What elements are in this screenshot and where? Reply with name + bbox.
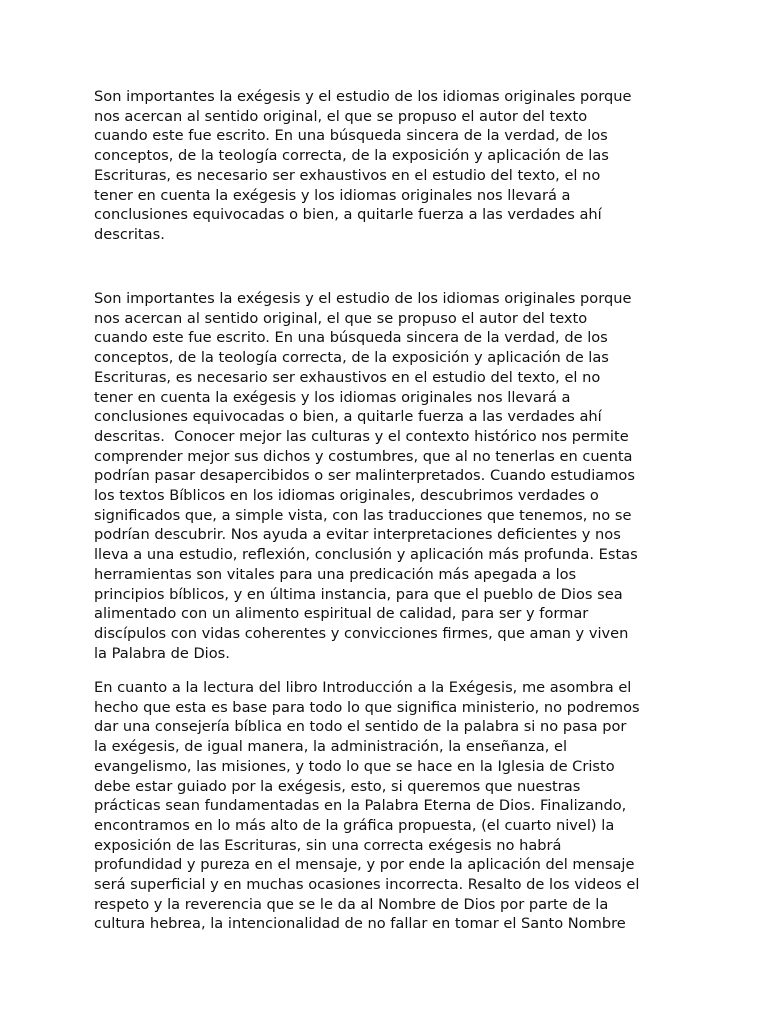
text-line: herramientas son vitales para una predicación más apegada a los xyxy=(94,565,577,583)
text-line: cuando este fue escrito. En una búsqueda sincera de la verdad, de los xyxy=(94,127,608,145)
text-line: conceptos, de la teología correcta, de la exposición y aplicación de las xyxy=(94,349,609,367)
text-line: Escrituras, es necesario ser exhaustivos en el estudio del texto, el no xyxy=(94,368,601,386)
text-line: tener en cuenta la exégesis y los idiomas originales nos llevará a xyxy=(94,388,571,406)
text-line: evangelismo, las misiones, y todo lo que se hace en la Iglesia de Cristo xyxy=(94,757,615,775)
text-line: conclusiones equivocadas o bien, a quitarle fuerza a las verdades ahí xyxy=(94,206,602,224)
text-line: descritas. Conocer mejor las culturas y el contexto histórico nos permite xyxy=(94,427,629,445)
text-line: podrían descubrir. Nos ayuda a evitar interpretaciones deficientes y nos xyxy=(94,526,621,544)
paragraph-3 xyxy=(94,678,684,934)
text-line: Son importantes la exégesis y el estudio de los idiomas originales porque xyxy=(94,88,632,105)
text-line: nos acercan al sentido original, el que se propuso el autor del texto xyxy=(94,309,588,327)
paragraph-2 xyxy=(94,289,684,663)
text-line: En cuanto a la lectura del libro Introducción a la Exégesis, me asombra el xyxy=(94,679,632,696)
text-line: principios bíblicos, y en última instancia, para que el pueblo de Dios sea xyxy=(94,585,623,603)
text-line: lleva a una estudio, reflexión, conclusión y aplicación más profunda. Estas xyxy=(94,546,638,564)
text-line: conceptos, de la teología correcta, de la exposición y aplicación de las xyxy=(94,147,609,165)
text-line: hecho que esta es base para todo lo que significa ministerio, no podremos xyxy=(94,698,640,716)
text-line: la exégesis, de igual manera, la administración, la enseñanza, el xyxy=(94,738,568,756)
text-line: encontramos en lo más alto de la gráfica propuesta, (el cuarto nivel) la xyxy=(94,816,615,834)
text-line: descritas. xyxy=(94,225,165,243)
text-line: cuando este fue escrito. En una búsqueda sincera de la verdad, de los xyxy=(94,329,608,347)
text-line: podrían pasar desapercibidos o ser malinterpretados. Cuando estudiamos xyxy=(94,467,635,485)
text-line: dar una consejería bíblica en todo el sentido de la palabra si no pasa por xyxy=(94,718,627,736)
text-line: nos acercan al sentido original, el que se propuso el autor del texto xyxy=(94,107,588,125)
paragraph-1 xyxy=(94,87,684,245)
text-line: prácticas sean fundamentadas en la Palabra Eterna de Dios. Finalizando, xyxy=(94,797,627,815)
text-line: significados que, a simple vista, con las traducciones que tenemos, no se xyxy=(94,506,632,524)
text-line: exposición de las Escrituras, sin una correcta exégesis no habrá xyxy=(94,836,562,854)
text-line: debe estar guiado por la exégesis, esto, si queremos que nuestras xyxy=(94,777,581,795)
text-line: los textos Bíblicos en los idiomas originales, descubrimos verdades o xyxy=(94,487,599,505)
text-line: respeto y la reverencia que se le da al Nombre de Dios por parte de la xyxy=(94,895,609,913)
text-line: conclusiones equivocadas o bien, a quitarle fuerza a las verdades ahí xyxy=(94,408,602,426)
text-line: profundidad y pureza en el mensaje, y por ende la aplicación del mensaje xyxy=(94,856,635,874)
text-line: la Palabra de Dios. xyxy=(94,644,230,662)
text-line: alimentado con un alimento espiritual de calidad, para ser y formar xyxy=(94,605,589,623)
text-line: discípulos con vidas coherentes y convicciones firmes, que aman y viven xyxy=(94,624,629,642)
text-line: comprender mejor sus dichos y costumbres, que al no tenerlas en cuenta xyxy=(94,447,633,465)
text-line: tener en cuenta la exégesis y los idiomas originales nos llevará a xyxy=(94,186,571,204)
text-line: será superficial y en muchas ocasiones incorrecta. Resalto de los videos el xyxy=(94,876,640,894)
text-line: cultura hebrea, la intencionalidad de no fallar en tomar el Santo Nombre xyxy=(94,915,626,933)
text-line: Escrituras, es necesario ser exhaustivos en el estudio del texto, el no xyxy=(94,166,601,184)
text-line: Son importantes la exégesis y el estudio de los idiomas originales porque xyxy=(94,290,632,307)
